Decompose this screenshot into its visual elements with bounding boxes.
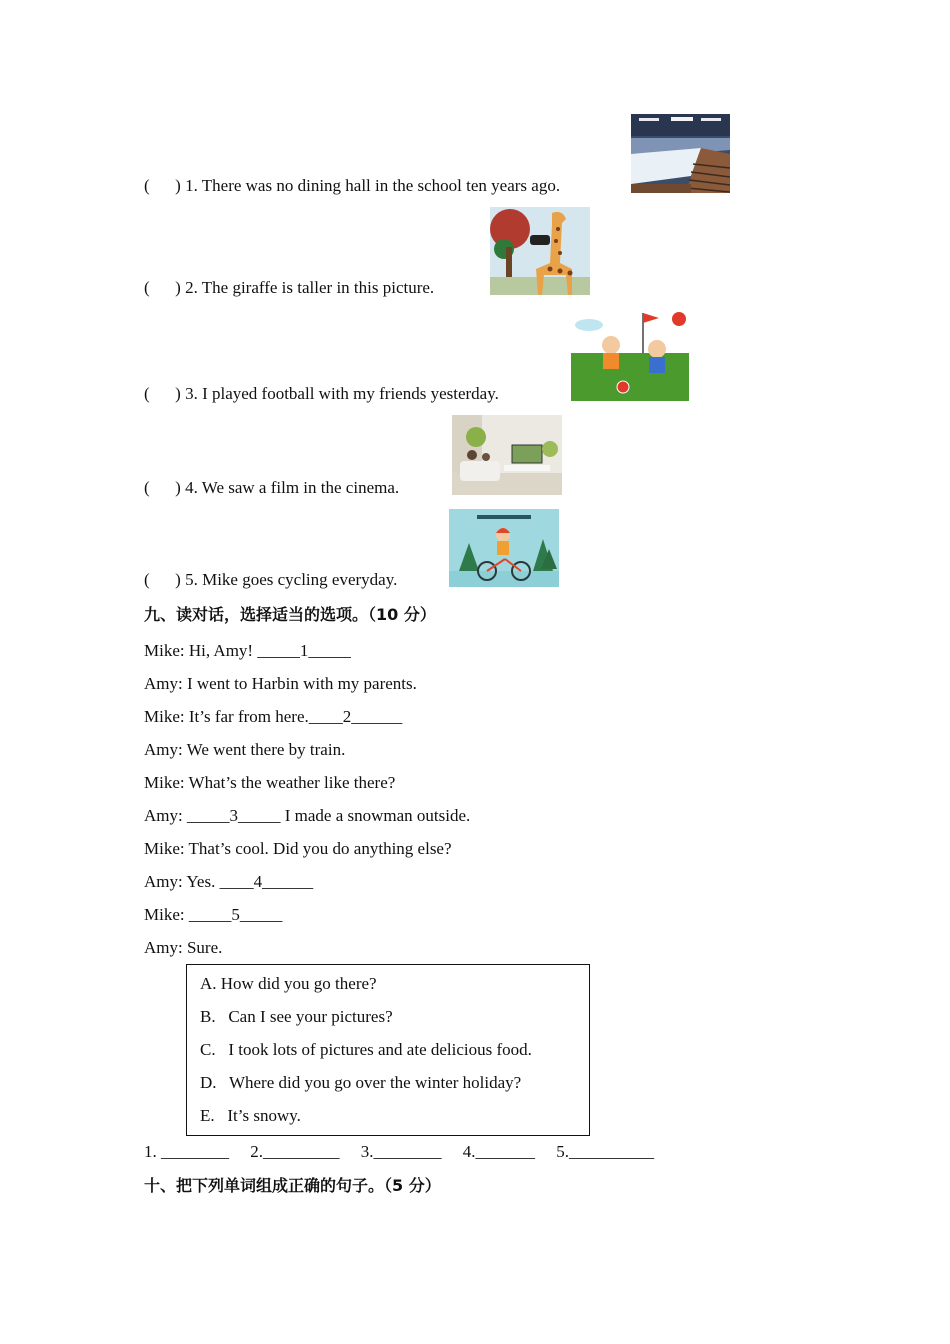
boy-cycling-image	[449, 509, 559, 587]
dialogue-line-10: Amy: Sure.	[144, 938, 223, 957]
dialogue-line-1: Mike: Hi, Amy! _____1_____	[144, 641, 351, 660]
option-b: B. Can I see your pictures?	[200, 1007, 393, 1026]
dialogue-line-2: Amy: I went to Harbin with my parents.	[144, 674, 417, 693]
options-box	[186, 964, 590, 1136]
matching-item-2: ( ) 2. The giraffe is taller in this picture.	[144, 278, 435, 297]
giraffe-drawing-image	[490, 207, 590, 295]
answer-blanks: 1. ________ 2._________ 3.________ 4._______ 5.__________	[144, 1142, 654, 1161]
option-c: C. I took lots of pictures and ate delicious food.	[200, 1040, 532, 1059]
matching-item-1: ( ) 1. There was no dining hall in the school ten years ago.	[144, 176, 561, 195]
section-9-title: 九、读对话，选择适当的选项。（10 分）	[144, 605, 436, 624]
option-a: A. How did you go there?	[200, 974, 377, 993]
option-e: E. It’s snowy.	[200, 1106, 301, 1125]
kids-football-image	[571, 309, 689, 401]
dialogue-line-7: Mike: That’s cool. Did you do anything else?	[144, 839, 452, 858]
dialogue-line-6: Amy: _____3_____ I made a snowman outside.	[144, 806, 471, 825]
dialogue-line-4: Amy: We went there by train.	[144, 740, 346, 759]
section-10-title: 十、把下列单词组成正确的句子。（5 分）	[144, 1176, 441, 1195]
dialogue-line-5: Mike: What’s the weather like there?	[144, 773, 396, 792]
matching-item-4: ( ) 4. We saw a film in the cinema.	[144, 478, 400, 497]
ice-rink-arena-image	[631, 114, 730, 193]
dialogue-line-3: Mike: It’s far from here.____2______	[144, 707, 403, 726]
dialogue-line-8: Amy: Yes. ____4______	[144, 872, 314, 891]
option-d: D. Where did you go over the winter holiday?	[200, 1073, 522, 1092]
family-living-room-image	[452, 415, 562, 495]
matching-item-3: ( ) 3. I played football with my friends yesterday.	[144, 384, 499, 403]
matching-item-5: ( ) 5. Mike goes cycling everyday.	[144, 570, 398, 589]
dialogue-line-9: Mike: _____5_____	[144, 905, 283, 924]
